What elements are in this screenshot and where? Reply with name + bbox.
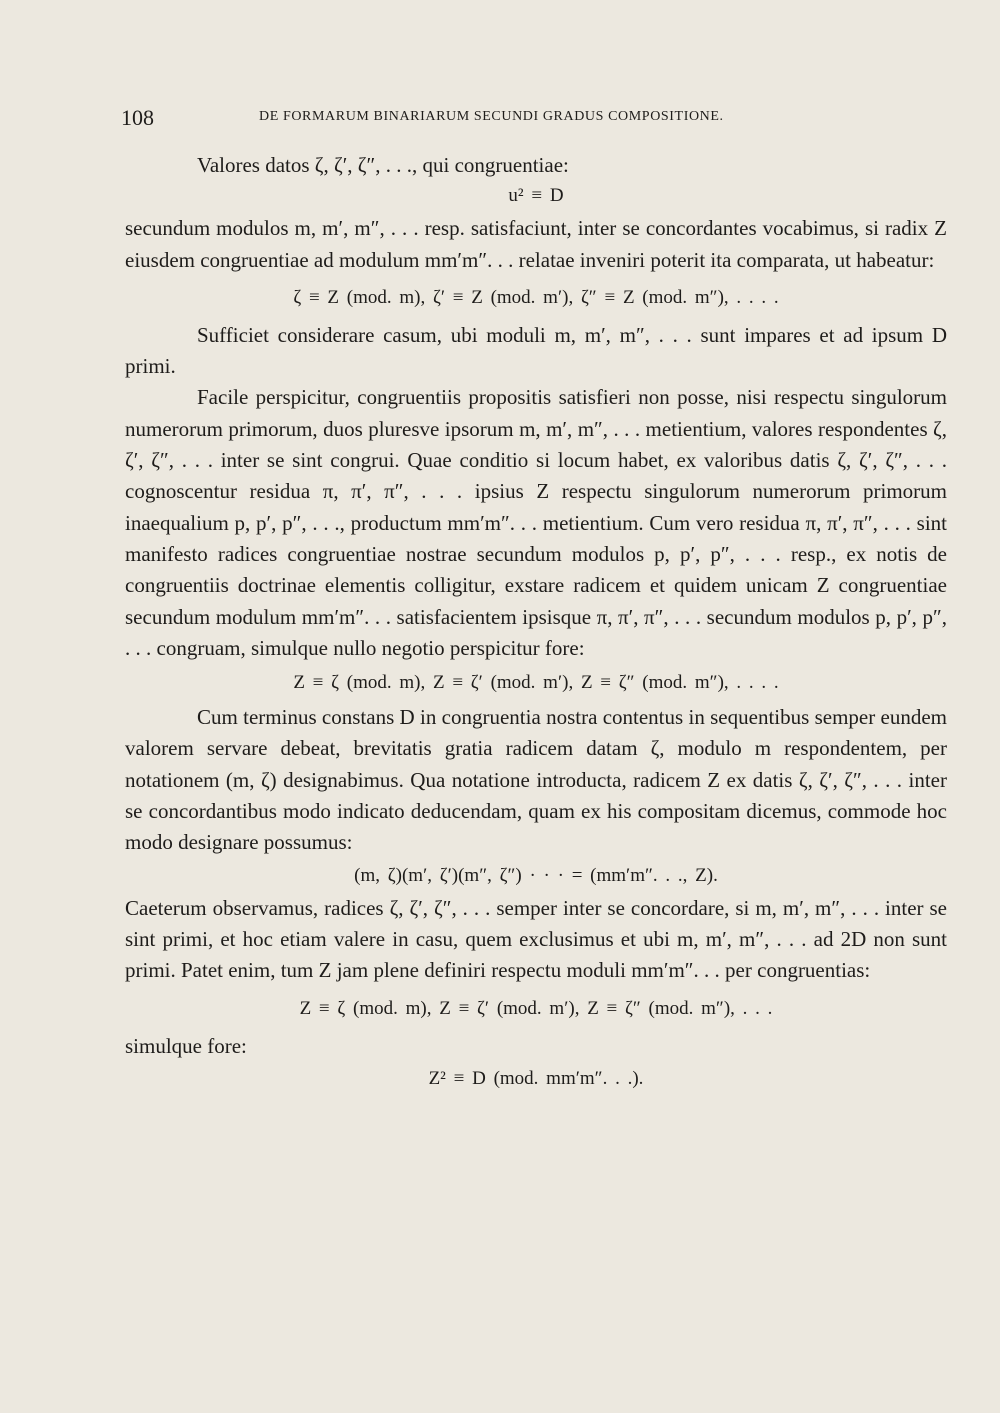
formula-4: (m, ζ)(m′, ζ′)(m″, ζ″) · · · = (mm′m″. . ., Z). [354,864,718,886]
formula-6: Z² ≡ D (mod. mm′m″. . .). [428,1067,644,1089]
formula-1: u² ≡ D [508,185,564,207]
formula-2: ζ ≡ Z (mod. m), ζ′ ≡ Z (mod. m′), ζ″ ≡ Z (mod. m″), . . . . [293,286,779,308]
page-header [121,105,811,145]
paragraph-1: Valores datos ζ, ζ′, ζ″, . . ., qui congruentiae: [197,153,569,177]
formula-3: Z ≡ ζ (mod. m), Z ≡ ζ′ (mod. m′), Z ≡ ζ″ (mod. m″), . . . . [293,672,779,694]
running-title: DE FORMARUM BINARIARUM SECUNDI GRADUS COMPOSITIONE. [259,109,724,124]
paragraph-7: simulque fore: [125,1033,247,1058]
paragraph-3: Sufficiet considerare casum, ubi moduli m, m′, m″, . . . sunt impares et ad ipsum D primi. [125,322,947,379]
paragraph-2: secundum modulos m, m′, m″, . . . resp. satisfaciunt, inter se concordantes vocabimus, si radix Z eiusdem congruentiae ad modulum mm′m″. . . relatae inveniri poterit ita comparata, ut habeatur: [125,216,947,272]
paragraph-5: Cum terminus constans D in congruentia nostra contentus in sequentibus semper eundem valorem servare debeat, brevitatis gratia radicem datam ζ, modulo m respondentem, per notationem (m, ζ) designabimus. Qua notatione introducta, radicem Z ex datis ζ, ζ′, ζ″, . . . inter se concordantibus modo indicato deducendam, quam ex his compositam dicemus, commode hoc modo designare possumus: [125,705,947,855]
page-body [125,150,947,1096]
page-number: 108 [121,105,154,130]
paragraph-6: Caeterum observamus, radices ζ, ζ′, ζ″, . . . semper inter se concordare, si m, m′, m″, . . . inter se sint primi, et hoc etiam valere in casu, quem exclusimus et ubi m, m′, m″, . . . ad 2D non sunt primi. Patet enim, tum Z jam plene definiri respectu moduli mm′m″. . . per congruentias: [125,895,947,983]
paragraph-4: Facile perspicitur, congruentiis propositis satisfieri non posse, nisi respectu singulorum numerorum primorum, duos pluresve ipsorum m, m′, m″, . . . metientium, valores respondentes ζ, ζ′, ζ″, . . . inter se sint congrui. Quae conditio si locum habet, ex valoribus datis ζ, ζ′, ζ″, . . . cognoscentur residua π, π′, π″, . . . ipsius Z respectu singulorum numerorum primorum inaequalium p, p′, p″, . . ., productum mm′m″. . . metientium. Cum vero residua π, π′, π″, . . . sint manifesto radices congruentiae nostrae secundum modulos p, p′, p″, . . . resp., ex notis de congruentiis doctrinae elementis colligitur, exstare radicem et quidem unicam Z congruentiae secundum modulum mm′m″. . . satisfacientem ipsisque π, π′, π″, . . . secundum modulos p, p′, p″, . . . congruam, simulque nullo negotio perspicitur fore: [125,385,947,660]
formula-5: Z ≡ ζ (mod. m), Z ≡ ζ′ (mod. m′), Z ≡ ζ″ (mod. m″), . . . [299,997,773,1019]
